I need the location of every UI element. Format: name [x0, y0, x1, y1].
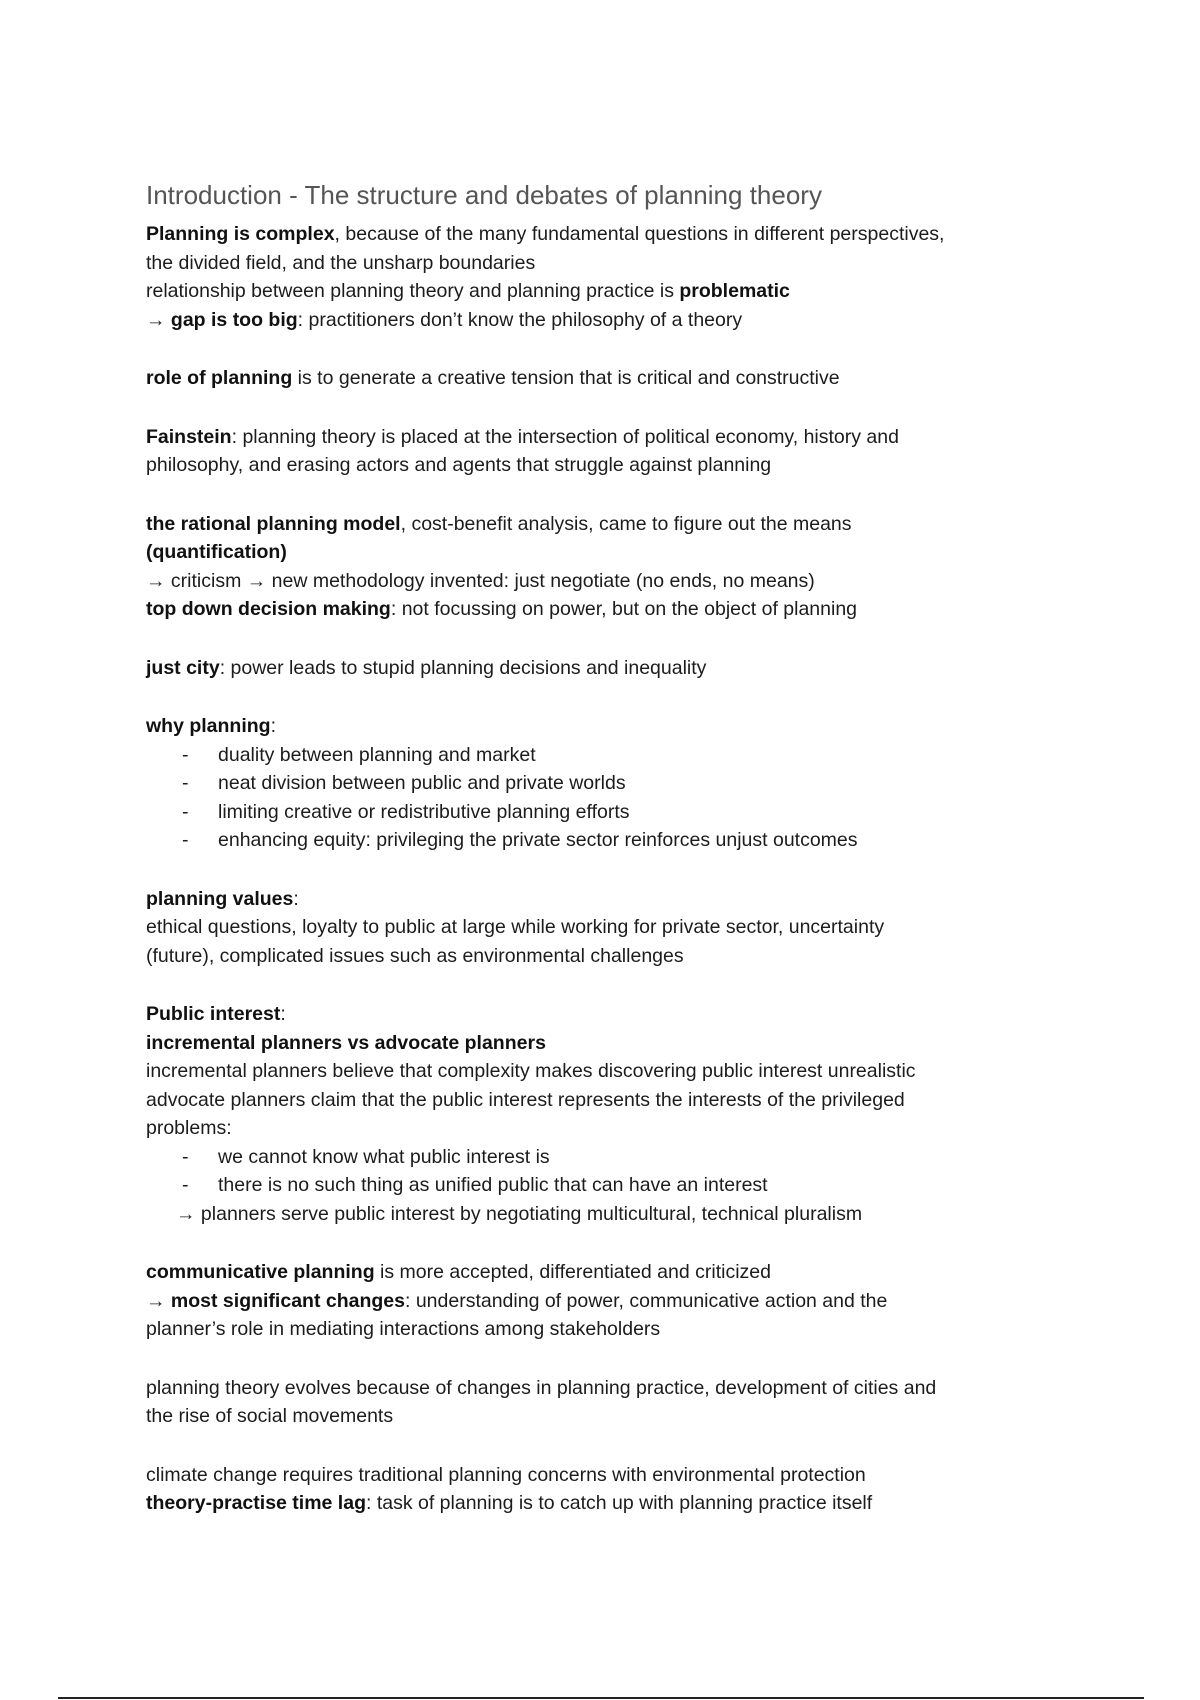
text: : power leads to stupid planning decisions and inequality — [219, 656, 707, 679]
paragraph-line — [146, 538, 1086, 567]
section-why-planning — [146, 712, 1086, 855]
text: : planning theory is placed at the intersection of political economy, history and — [231, 425, 899, 448]
paragraph-line — [146, 423, 1086, 452]
paragraph-line — [146, 220, 1086, 249]
text: relationship between planning theory and planning practice is — [146, 280, 680, 302]
section-communicative-planning — [146, 1258, 1086, 1344]
bold-term: the rational planning model — [146, 512, 401, 535]
section-fainstein — [146, 423, 1086, 480]
paragraph-line — [146, 654, 1086, 683]
paragraph-line — [146, 364, 1086, 393]
text: , cost-benefit analysis, came to figure out the means — [400, 512, 852, 535]
paragraph-line: planning theory evolves because of changes in planning practice, development of cities and — [146, 1376, 937, 1399]
section-just-city — [146, 654, 1086, 683]
text: is more accepted, differentiated and criticized — [374, 1261, 771, 1283]
paragraph-line: → planners serve public interest by negotiating multicultural, technical pluralism — [176, 1202, 863, 1225]
bullet-list — [146, 1143, 1086, 1200]
paragraph-line — [146, 1489, 1086, 1518]
section-climate-change — [146, 1461, 1086, 1518]
paragraph-line: climate change requires traditional planning concerns with environmental protection — [146, 1463, 866, 1486]
paragraph-line: the rise of social movements — [146, 1405, 394, 1427]
bold-term: top down decision making — [146, 598, 391, 620]
text: : understanding of power, communicative action and the — [404, 1289, 888, 1312]
bold-term: Public interest — [146, 1003, 281, 1025]
section-rational-planning — [146, 510, 1086, 624]
paragraph-line — [146, 712, 1086, 741]
footer-divider — [58, 1697, 1144, 1699]
paragraph-line: → criticism → new methodology invented: just negotiate (no ends, no means) — [146, 569, 815, 592]
list-item: - limiting creative or redistributive planning efforts — [182, 798, 1086, 827]
paragraph-line: incremental planners believe that complexity makes discovering public interest unrealistic — [146, 1060, 916, 1082]
section-planning-complex — [146, 220, 1086, 334]
bold-term: Planning is complex — [146, 223, 335, 245]
paragraph-line: the divided field, and the unsharp boundaries — [146, 251, 536, 274]
bold-term: role of planning — [146, 367, 293, 389]
section-public-interest — [146, 1000, 1086, 1228]
paragraph-line — [146, 510, 1086, 539]
arrow: → — [146, 1289, 171, 1312]
paragraph-line: planner’s role in mediating interactions among stakeholders — [146, 1318, 661, 1340]
text: : — [280, 1003, 286, 1025]
bold-term: just city — [146, 656, 220, 679]
document-body — [146, 178, 1086, 1518]
list-item: - we cannot know what public interest is — [182, 1143, 1086, 1172]
text: : practitioners don’t know the philosophy of a theory — [297, 308, 743, 331]
bold-term: incremental planners vs advocate planners — [146, 1031, 546, 1054]
paragraph-line: ethical questions, loyalty to public at large while working for private sector, uncertainty — [146, 916, 885, 938]
text: : — [270, 715, 277, 737]
text: , because of the many fundamental questions in different perspectives, — [334, 223, 945, 245]
paragraph-line — [146, 277, 1086, 306]
bold-term: most significant changes — [170, 1289, 405, 1312]
paragraph-line — [146, 595, 1086, 624]
bold-term: why planning — [146, 715, 271, 737]
paragraph-line — [146, 1287, 1086, 1316]
section-theory-evolves — [146, 1374, 1086, 1431]
paragraph-line — [146, 306, 1086, 335]
text: : — [293, 887, 299, 910]
section-planning-values — [146, 885, 1086, 971]
bold-term: planning values — [146, 887, 294, 910]
arrow: → — [146, 308, 171, 331]
text: is to generate a creative tension that is critical and constructive — [292, 367, 840, 389]
bold-term: gap is too big — [170, 308, 298, 331]
list-item: - enhancing equity: privileging the private sector reinforces unjust outcomes — [182, 826, 1086, 855]
bullet-list — [146, 741, 1086, 855]
paragraph-line: problems: — [146, 1117, 232, 1139]
list-item: - neat division between public and private worlds — [182, 769, 1086, 798]
section-role-of-planning — [146, 364, 1086, 393]
list-item: - there is no such thing as unified public that can have an interest — [182, 1171, 1086, 1200]
text: : not focussing on power, but on the object of planning — [390, 598, 858, 620]
list-item: - duality between planning and market — [182, 741, 1086, 770]
paragraph-line — [146, 1000, 1086, 1029]
page-title: Introduction - The structure and debates of planning theory — [146, 180, 822, 210]
bold-term: Fainstein — [146, 425, 232, 448]
paragraph-line: (future), complicated issues such as environmental challenges — [146, 944, 684, 967]
bold-term: theory-practise time lag — [146, 1492, 366, 1514]
bold-term: problematic — [679, 280, 790, 302]
paragraph-line: advocate planners claim that the public interest represents the interests of the privileged — [146, 1088, 905, 1111]
paragraph-line — [146, 1029, 1086, 1058]
paragraph-line — [146, 885, 1086, 914]
paragraph-line — [146, 1258, 1086, 1287]
bold-term: communicative planning — [146, 1261, 375, 1283]
bold-term: (quantification) — [146, 541, 287, 563]
text: : task of planning is to catch up with planning practice itself — [365, 1492, 873, 1514]
paragraph-line: philosophy, and erasing actors and agents that struggle against planning — [146, 454, 772, 476]
